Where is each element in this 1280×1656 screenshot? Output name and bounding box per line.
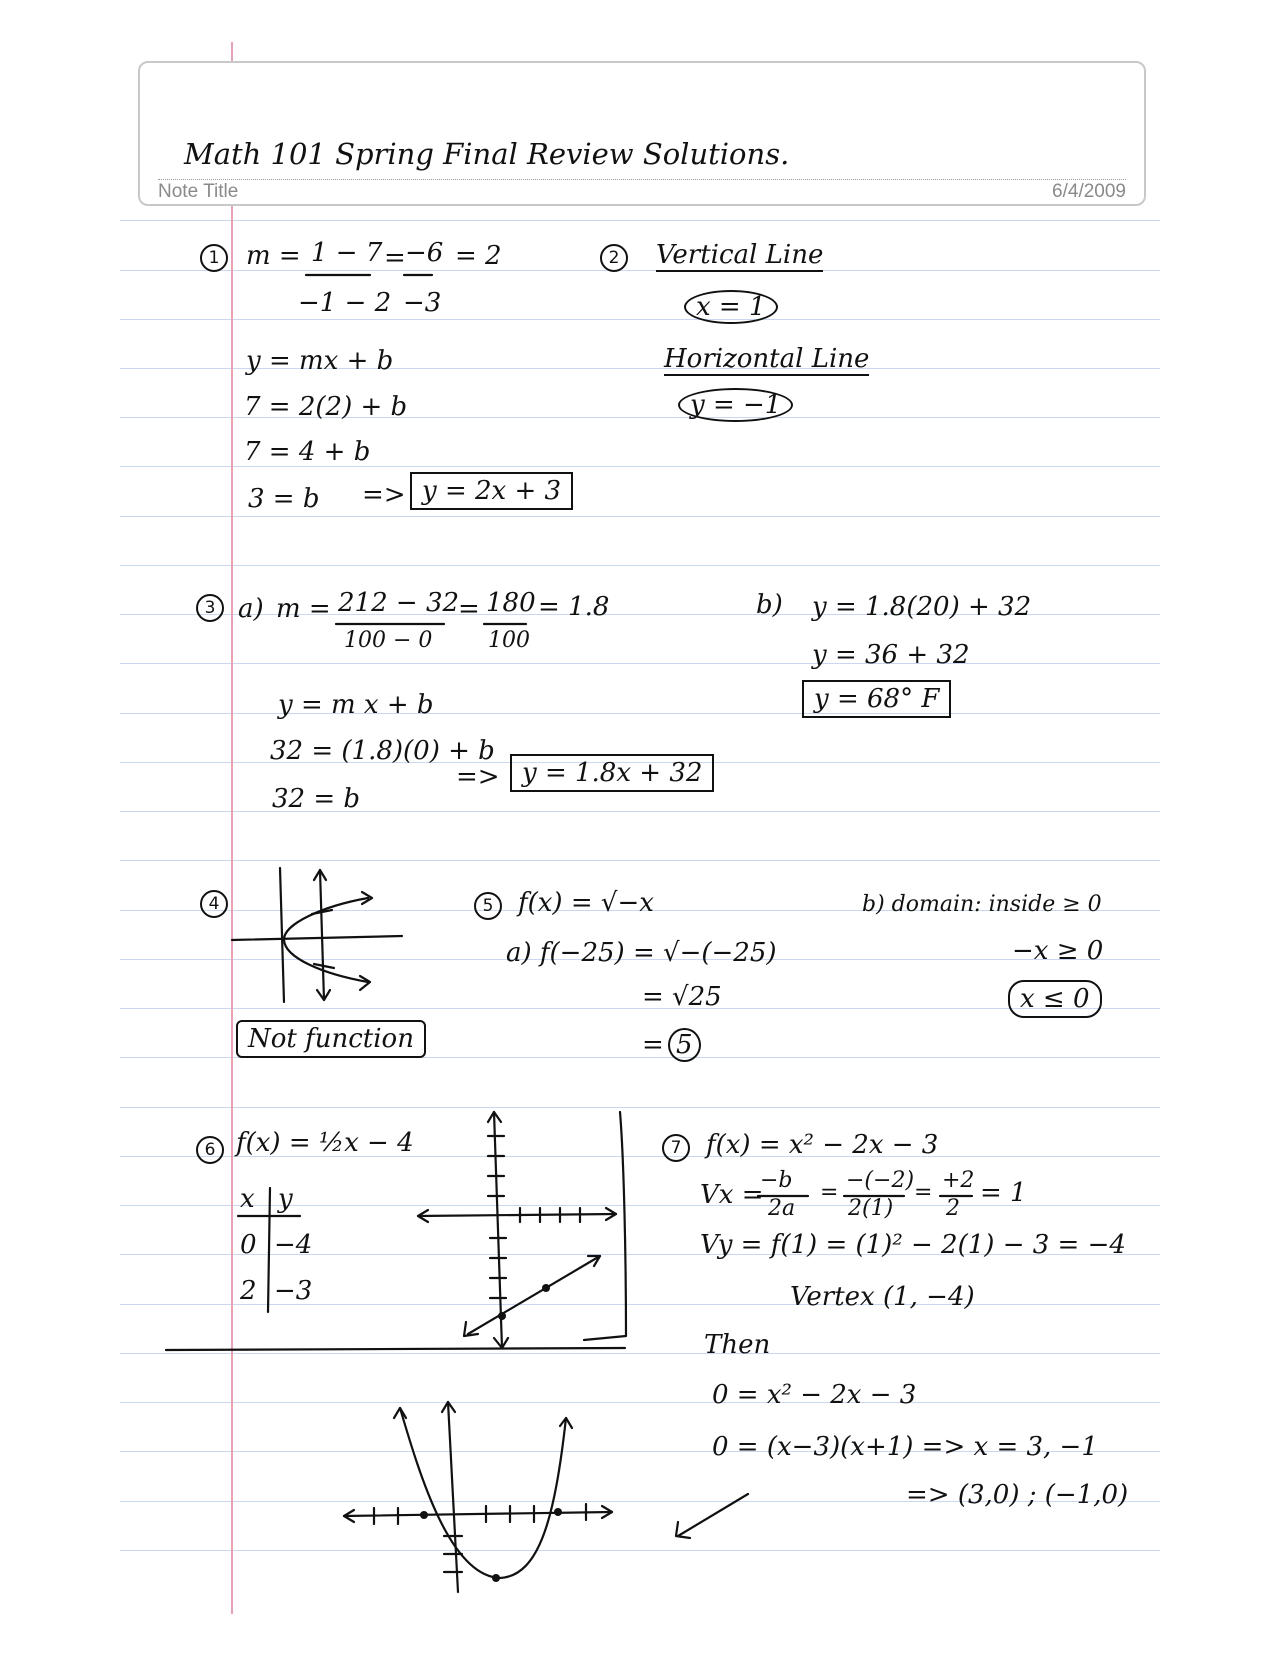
fraction-numerator: −b [760,1168,793,1193]
function-definition: f(x) = ½x − 4 [236,1128,414,1158]
table-header: x [240,1184,255,1214]
circled-answer: x = 1 [684,290,778,324]
vertical-line-label: Vertical Line [656,240,824,270]
boxed-answer: y = 2x + 3 [410,472,573,510]
table-cell: 2 [240,1276,257,1306]
work-line: 7 = 4 + b [244,437,371,467]
vertex-line: Vertex (1, −4) [790,1282,975,1312]
circled-answer: 5 [668,1028,701,1062]
note-title-label: Note Title [158,181,239,202]
problem-number: 5 [474,892,502,920]
note-date: 6/4/2009 [1052,181,1126,202]
boxed-answer: x ≤ 0 [1008,980,1102,1018]
slope-numerator: 180 [486,588,536,618]
slope-result: = 2 [455,241,502,271]
slope-numerator: −6 [405,238,444,268]
equals-sign: = [384,243,406,273]
slope-numerator: 1 − 7 [311,238,383,268]
table-header: y [278,1184,293,1214]
slope-denominator: 100 [488,628,530,653]
work-line: −x ≥ 0 [1012,936,1104,966]
work-line: = √25 [642,982,722,1012]
work-line: y = m x + b [278,690,434,720]
work-line: b) domain: inside ≥ 0 [862,892,1102,917]
vertex-x-label: Vx = [700,1180,764,1210]
problem-number: 6 [196,1136,224,1164]
part-label: a) [238,594,264,624]
vertex-y-line: Vy = f(1) = (1)² − 2(1) − 3 = −4 [700,1230,1126,1260]
problem-number: 2 [600,244,628,272]
problem-number: 1 [200,244,228,272]
work-line: => (3,0) ; (−1,0) [906,1480,1129,1510]
part-label: b) [756,590,783,620]
work-line: a) f(−25) = √−(−25) [506,938,777,968]
boxed-answer: y = 1.8x + 32 [510,754,714,792]
table-cell: 0 [240,1230,257,1260]
then-label: Then [704,1330,771,1360]
fraction-denominator: 2 [946,1196,960,1221]
fraction-denominator: 2a [768,1196,796,1221]
work-line: 0 = (x−3)(x+1) => x = 3, −1 [712,1432,1098,1462]
slope-result: = 1.8 [538,592,610,622]
work-line: y = mx + b [246,346,394,376]
table-cell: −4 [274,1230,313,1260]
parabola-graph [340,1396,620,1596]
slope-denominator: 100 − 0 [344,628,433,653]
slope-label: m = [246,241,301,271]
table-cell: −3 [274,1276,313,1306]
problem-number: 3 [196,594,224,622]
work-line: 7 = 2(2) + b [244,392,408,422]
implies-arrow: => [456,762,500,792]
boxed-answer: Not function [236,1020,426,1058]
equals-sign: = [914,1180,933,1205]
equals-sign: = [820,1180,839,1205]
equals-sign: = [458,594,480,624]
implies-arrow: => [362,480,406,510]
slope-label: m = [276,594,331,624]
problem-number: 7 [662,1134,690,1162]
work-line: 3 = b [248,484,320,514]
fraction-numerator: −(−2) [846,1168,915,1193]
work-line: 32 = (1.8)(0) + b [270,736,495,766]
boxed-answer: y = 68° F [802,680,951,718]
work-line: y = 1.8(20) + 32 [812,592,1032,622]
slope-numerator: 212 − 32 [338,588,460,618]
page-title: Math 101 Spring Final Review Solutions. [184,137,790,171]
work-line: y = 36 + 32 [812,640,970,670]
function-definition: f(x) = x² − 2x − 3 [706,1130,939,1160]
fraction-numerator: +2 [942,1168,975,1193]
work-line: 0 = x² − 2x − 3 [712,1380,917,1410]
slope-denominator: −1 − 2 [298,288,392,318]
vertex-x-result: = 1 [980,1178,1027,1208]
horizontal-line-label: Horizontal Line [664,344,870,374]
function-definition: f(x) = √−x [518,888,654,918]
slope-denominator: −3 [403,288,442,318]
pointing-arrow [670,1486,760,1546]
circled-answer: y = −1 [678,388,793,422]
work-line: 32 = b [272,784,361,814]
work-line: = [642,1030,664,1060]
problem-number: 4 [200,890,228,918]
fraction-denominator: 2(1) [848,1196,894,1221]
